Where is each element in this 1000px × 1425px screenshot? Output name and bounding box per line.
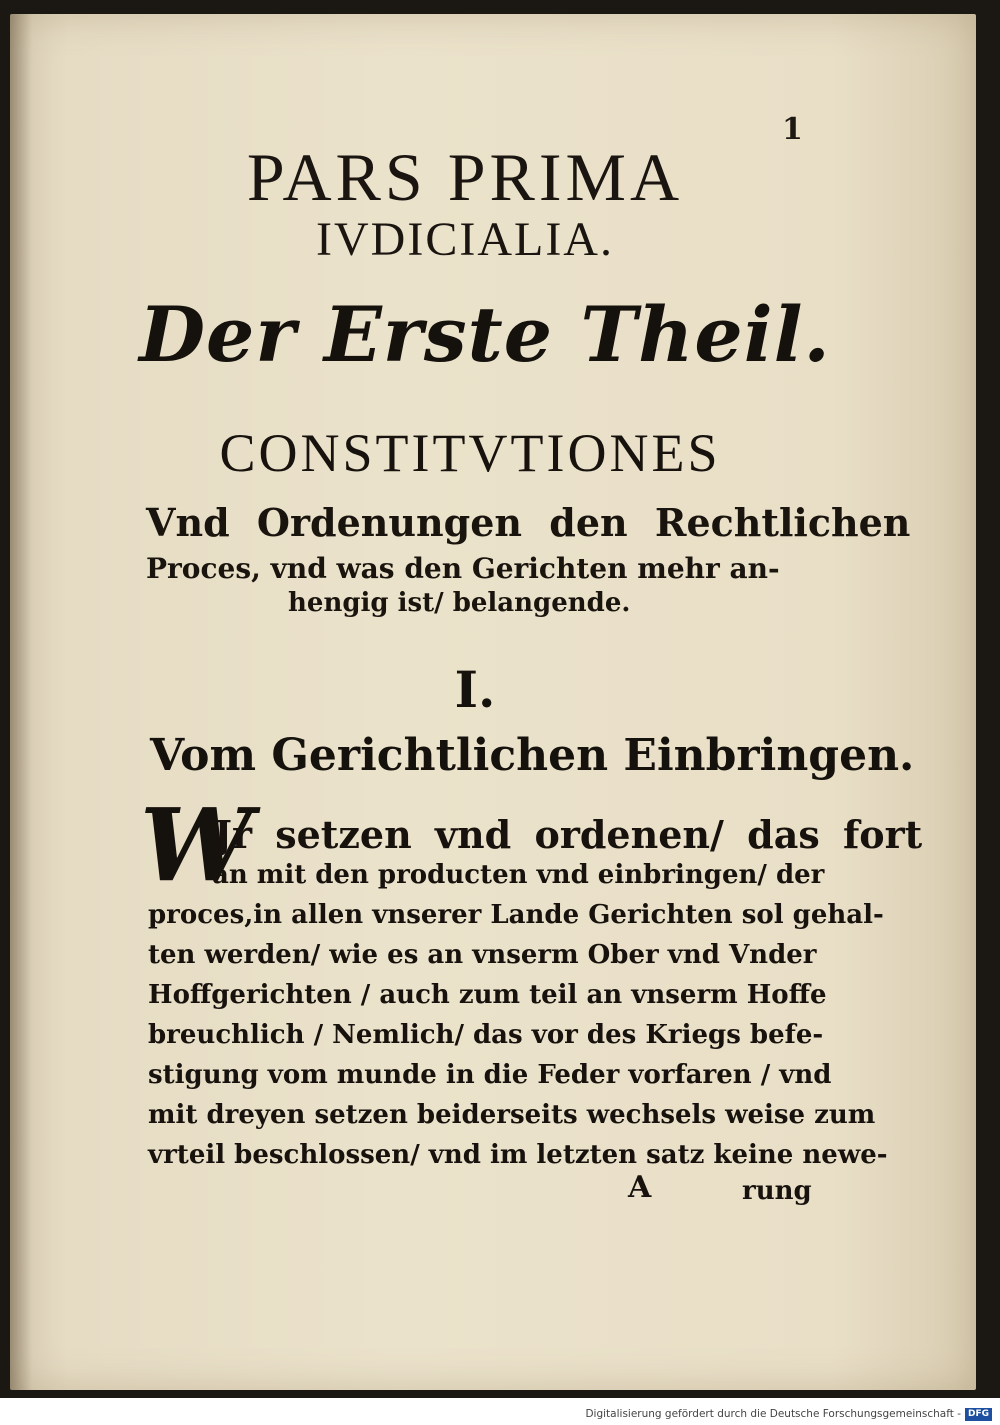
catchword: rung	[742, 1176, 812, 1206]
title-german: Der Erste Theil.	[139, 290, 831, 379]
subtitle-line-1: Vnd Ordenungen den Rechtlichen	[146, 500, 911, 545]
body-line: mit dreyen setzen beiderseits wechsels weise zum	[148, 1100, 876, 1130]
subtitle-line-2: Proces, vnd was den Gerichten mehr an-	[146, 552, 780, 585]
body-line: an mit den producten vnd einbringen/ der	[212, 860, 825, 890]
signature-mark: 1	[782, 112, 803, 147]
decorated-initial: W	[140, 786, 253, 904]
title-constitutiones: CONSTITVTIONES	[219, 423, 721, 483]
body-line: ten werden/ wie es an vnserm Ober vnd Vnder	[148, 940, 817, 970]
body-line: breuchlich / Nemlich/ das vor des Kriegs befe-	[148, 1020, 824, 1050]
body-line: proces,in allen vnserer Lande Gerichten sol gehal-	[148, 900, 884, 930]
title-latin-pars-prima: PARS PRIMA	[246, 139, 684, 215]
section-number: I.	[454, 660, 496, 719]
digitization-footer	[585, 1404, 992, 1424]
section-heading: Vom Gerichtlichen Einbringen.	[150, 730, 915, 781]
catchword-signature: A	[628, 1170, 652, 1205]
footer-credit-text: Digitalisierung gefördert durch die Deutsche Forschungsgemeinschaft -	[585, 1408, 961, 1420]
body-line: vrteil beschlossen/ vnd im letzten satz keine newe-	[148, 1140, 888, 1170]
body-line: stigung vom munde in die Feder vorfaren / vnd	[148, 1060, 832, 1090]
title-latin-iudicialia: IVDICIALIA.	[316, 213, 614, 266]
body-line: Jr setzen vnd ordenen/ das fort	[214, 812, 923, 857]
dfg-logo[interactable]: DFG	[965, 1408, 992, 1421]
body-line: Hoffgerichten / auch zum teil an vnserm Hoffe	[148, 980, 827, 1010]
subtitle-line-3: hengig ist/ belangende.	[288, 588, 631, 618]
